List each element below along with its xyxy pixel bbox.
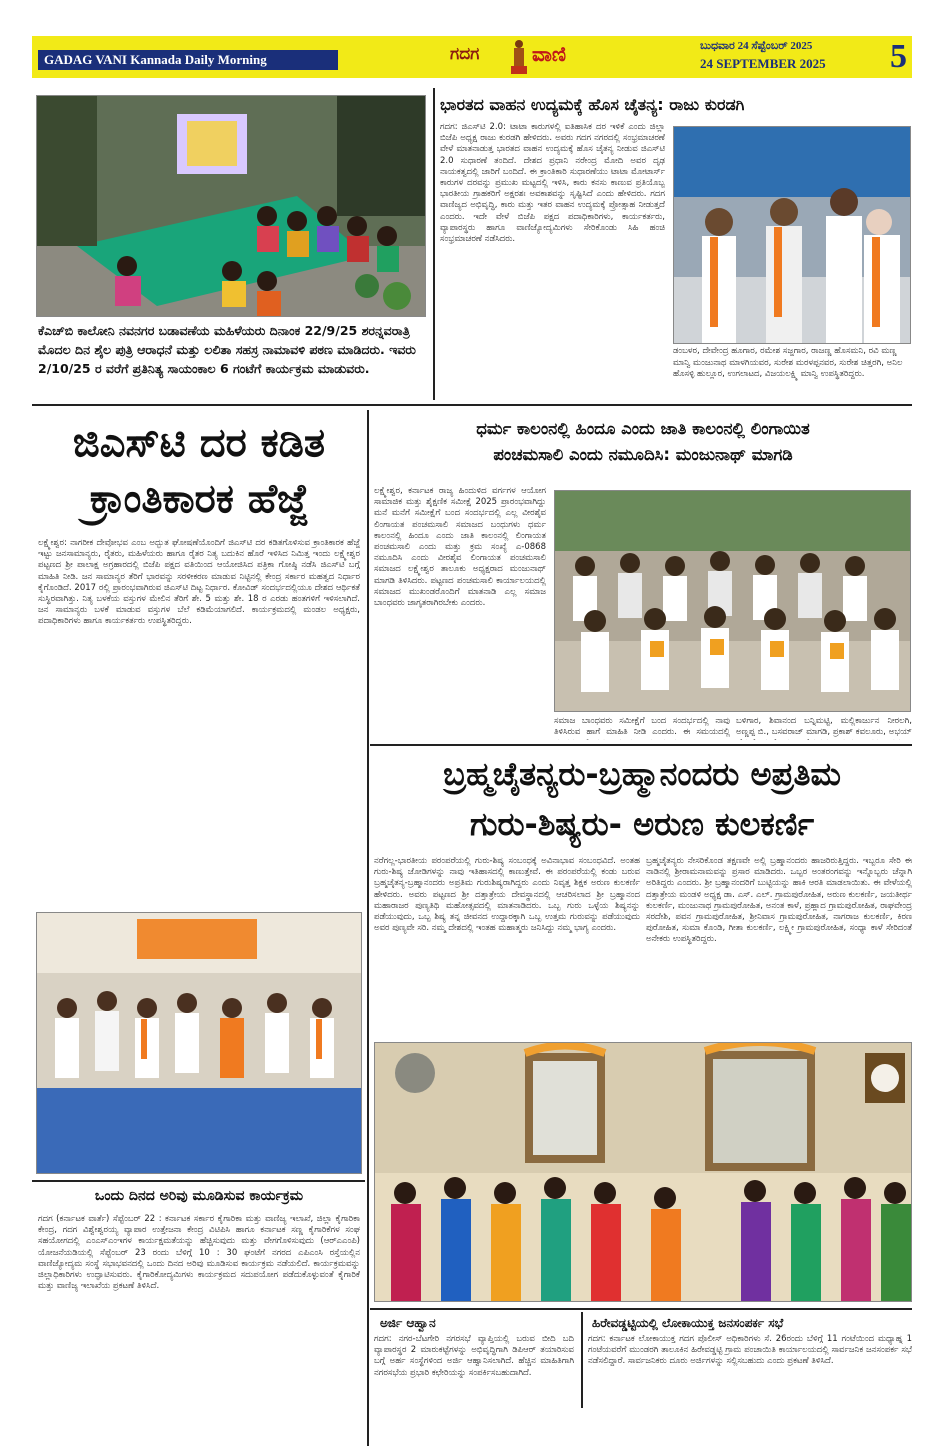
logo-right-text: ವಾಣಿ: [532, 42, 567, 66]
vehicle-story-headline: ಭಾರತದ ವಾಹನ ಉದ್ಯಮಕ್ಕೆ ಹೊಸ ಚೈತನ್ಯ: ರಾಜು ಕುರಡಗಿ: [440, 95, 745, 114]
guru-ceremony-photo: [374, 1042, 912, 1302]
caste-headline-line2: ಪಂಚಮಸಾಲಿ ಎಂದು ನಮೂದಿಸಿ: ಮಂಜುನಾಥ್ ಮಾಗಡಿ: [493, 445, 793, 464]
section-rule: [370, 1308, 912, 1310]
notice-headline: ಅರ್ಜಿ ಆಹ್ವಾನ: [380, 1316, 436, 1330]
column-rule: [367, 410, 369, 1446]
vehicle-celebration-photo: [673, 126, 911, 344]
gst-press-meet-photo: [36, 912, 362, 1174]
awareness-headline: ಒಂದು ದಿನದ ಅರಿವು ಮೂಡಿಸುವ ಕಾರ್ಯಕ್ರಮ: [94, 1188, 304, 1204]
logo-left-text: ಗದಗ: [450, 44, 480, 64]
section-rule: [370, 744, 912, 746]
masthead: [32, 36, 912, 78]
gst-story-body: ಲಕ್ಷ್ಮೇಶ್ವರ: ನಾಗರೀಕ ದೇವೋಭವ ಎಂಬ ಅದ್ಭುತ ಘೋಷಣೆಯೊಂದಿಗೆ ಜಿಎಸ್‌ಟಿ ದರ ಕಡಿತಗೊಳಿಸುವ ಕ್ರಾಂತಿಕಾರಕ ಹೆಜ್ಜೆ ಇಟ್ಟು ಜನಸಾಮಾನ್ಯರು, ರೈತರು, ಮಹಿಳೆಯರು ಹಾಗೂ ರೈತರ ನಿತ್ಯ ಬದುಕಿನ ಹೊರೆ ಇಳಿಸಿದ ನಿಮಿತ್ತ ಇಂದು ಲಕ್ಷ್ಮೇಶ್ವರ ಪಟ್ಟಣದ ಶ್ರೀ ಪಾಲಾಕ್ಷ ಅಗ್ರಹಾರದಲ್ಲಿ ಬಿಜೆಪಿ ಪಕ್ಷದ ವತಿಯಿಂದ ಆಯೋಜಿಸಿದ ಪತ್ರಿಕಾ ಗೋಷ್ಠಿ ನಡೆಸಿ ಜಿಎಸ್‌ಟಿ ಬಗ್ಗೆ ಮಾಹಿತಿ ನೀಡಿ. ಜನ ಸಾಮಾನ್ಯರ ತೆರಿಗೆ ಭಾರವನ್ನು ಸರಳೀಕರಣ ಮಾಡುವ ನಿಟ್ಟಿನಲ್ಲಿ ಕೇಂದ್ರ ಸರ್ಕಾರ ಮಹತ್ವದ ನಿರ್ಧಾರ ಕೈಗೊಂಡಿದೆ. 2017 ರಲ್ಲಿ ಪ್ರಾರಂಭವಾಗಿರುವ ಜಿಎಸ್‌ಟಿ ದಿಟ್ಟ ನಿರ್ಧಾರ. ಕೋವಿಡ್ ಸಂದರ್ಭದಲ್ಲಿಯೂ ದೇಶದ ಆರ್ಥಿಕತೆ ಸುಸ್ಥಿರವಾಗಿತ್ತು. ನಿತ್ಯ ಬಳಕೆಯ ವಸ್ತುಗಳ ಮೇಲಿನ ತೆರಿಗೆ ಶೇ. 5 ಮತ್ತು ಶೇ. 18 ರ ಎರಡು ಹಂತಗಳಿಗೆ ಇಳಿಸಲಾಗಿದೆ. ಜನ ಸಾಮಾನ್ಯರು ಬಳಕೆ ಮಾಡುವ ವಸ್ತುಗಳ ಬೆಲೆ ಕಡಿಮೆಯಾಗಲಿದೆ. ಕಾರ್ಯಕ್ರಮದಲ್ಲಿ ಮಂಡಲ ಅಧ್ಯಕ್ಷರು, ಪದಾಧಿಕಾರಿಗಳು ಹಾಗೂ ಕಾರ್ಯಕರ್ತರು ಉಪಸ್ಥಿತರಿದ್ದರು.: [38, 538, 360, 627]
vehicle-photo-caption: ಡಂಬಳರ, ದೇವೇಂದ್ರ ಹೂಗಾರ, ರಮೇಶ ಸಜ್ಜಗಾರ, ರಾಜಣ್ಣ ಹೊಸಮನಿ, ರವಿ ಮಣ್ಣ ಮಾನ್ವಿ ಮಂಜುನಾಥ ಮಾಳಗಿಯವರ, ಸುರೇಶ ಮರಳಪ್ಪನವರ, ಸುರೇಶ ಚಿತ್ತರಗಿ, ಅನಿಲ ಹೊಸಳ್ಳಿ ಹುಲ್ಲೂರ, ಉಗಲಾಟದ, ವಿಜಯಲಕ್ಷ್ಮಿ ಮಾನ್ವಿ ಉಪಸ್ಥಿತರಿದ್ದರು.: [673, 346, 903, 379]
caste-headline-line1: ಧರ್ಮ ಕಾಲಂನಲ್ಲಿ ಹಿಂದೂ ಎಂದು ಜಾತಿ ಕಾಲಂನಲ್ಲಿ ಲಿಂಗಾಯಿತ: [476, 419, 810, 438]
date-kannada: ಬುಧವಾರ 24 ಸೆಪ್ಟೆಂಬರ್ 2025: [700, 40, 813, 52]
caste-photo-caption-left: ಸಮಾಜ ಬಾಂಧವರು ಸಮೀಕ್ಷೆಗೆ ಬಂದ ಸಂದರ್ಭದಲ್ಲಿ ನಾವು ತಿಳಿಸಿರುವ ಹಾಗೆ ಮಾಹಿತಿ ನೀಡಿ ಎಂದರು. ಈ ಸಮಯದಲ್ಲಿ: [554, 716, 730, 738]
section-rule: [32, 404, 912, 406]
lokayukta-story-body: ಗದಗ: ಕರ್ನಾಟಕ ಲೋಕಾಯುಕ್ತ ಗದಗ ಪೊಲೀಸ್ ಅಧಿಕಾರಿಗಳು ಸೆ. 26ರಂದು ಬೆಳಿಗ್ಗೆ 11 ಗಂಟೆಯಿಂದ ಮಧ್ಯಾಹ್ನ 1 ಗಂಟೆಯವರೆಗೆ ಮುಂಡರಗಿ ತಾಲೂಕಿನ ಹಿರೇವಡ್ಡಟ್ಟಿ ಗ್ರಾಮ ಪಂಚಾಯಿತಿ ಕಾರ್ಯಾಲಯದಲ್ಲಿ ಸಾರ್ವಜನಿಕ ಜನಸಂಪರ್ಕ ಸಭೆ ನಡೆಸಲಿದ್ದಾರೆ. ಸಾರ್ವಜನಿಕರು ದೂರು ಅರ್ಜಿಗಳನ್ನು ಸಲ್ಲಿಸಬಹುದು ಎಂದು ಪ್ರಕಟಣೆ ತಿಳಿಸಿದೆ.: [588, 1334, 912, 1367]
page-number: 5: [890, 38, 907, 75]
women-prayer-caption: ಕೆಎಚ್‌ಬಿ ಕಾಲೋನಿ ನವನಗರ ಬಡಾವಣೆಯ ಮಹಿಳೆಯರು ದಿನಾಂಕ 22/9/25 ಶರನ್ನವರಾತ್ರಿ ಮೊದಲ ದಿನ ಶೈಲ ಪುತ್ರಿ ಆರಾಧನೆ ಮತ್ತು ಲಲಿತಾ ಸಹಸ್ರ ನಾಮಾವಳಿ ಪಠಣ ಮಾಡಿದರು. ಇವರು 2/10/25 ರ ವರೆಗೆ ಪ್ರತಿನಿತ್ಯ ಸಾಯಂಕಾಲ 6 ಗಂಟೆಗೆ ಕಾರ್ಯಕ್ರಮ ಮಾಡುವರು.: [38, 323, 416, 376]
women-prayer-photo: [36, 95, 426, 317]
caste-story-body: ಲಕ್ಷ್ಮೇಶ್ವರ, ಕರ್ನಾಟಕ ರಾಜ್ಯ ಹಿಂದುಳಿದ ವರ್ಗಗಳ ಆಯೋಗ ಸಾಮಾಜಿಕ ಮತ್ತು ಶೈಕ್ಷಣಿಕ ಸಮೀಕ್ಷೆ 2025 ಪ್ರಾರಂಭವಾಗಿದ್ದು ಮನೆ ಮನೆಗೆ ಸಮೀಕ್ಷೆಗೆ ಬಂದ ಸಂದರ್ಭದಲ್ಲಿ ಎಲ್ಲ ವೀರಶೈವ ಲಿಂಗಾಯತ ಪಂಚಮಸಾಲಿ ಸಮಾಜದ ಬಂಧುಗಳು ಧರ್ಮ ಕಾಲಂನಲ್ಲಿ ಹಿಂದೂ ಎಂದು ಜಾತಿ ಕಾಲಂನಲ್ಲಿ ಲಿಂಗಾಯತ ಪಂಚಮಸಾಲಿ ಎಂದು ಮತ್ತು ಕ್ರಮ ಸಂಖ್ಯೆ ಎ-0868 ನಮೂದಿಸಿ ಎಂದು ವೀರಶೈವ ಲಿಂಗಾಯತ ಪಂಚಮಸಾಲಿ ಸಮಾಜದ ಲಕ್ಷ್ಮೇಶ್ವರ ತಾಲೂಕು ಅಧ್ಯಕ್ಷರಾದ ಮಂಜುನಾಥ್ ಮಾಗಡಿ ತಿಳಿಸಿದರು. ಪಟ್ಟಣದ ಪಂಚಮಸಾಲಿ ಕಾರ್ಯಾಲಯದಲ್ಲಿ ಸಮಾಜದ ಮುಖಂಡರೊಂದಿಗೆ ಮಾತನಾಡಿ ಎಲ್ಲ ಸಮಾಜ ಬಾಂಧವರು ಜಾಗೃತರಾಗಿರಬೇಕು ಎಂದರು.: [374, 486, 546, 609]
lokayukta-headline: ಹಿರೇವಡ್ಡಟ್ಟಿಯಲ್ಲಿ ಲೋಕಾಯುಕ್ತ ಜನಸಂಪರ್ಕ ಸಭೆ: [592, 1316, 784, 1330]
guru-story-body-left: ನರೆಗಲ್ಲ-ಭಾರತೀಯ ಪರಂಪರೆಯಲ್ಲಿ ಗುರು-ಶಿಷ್ಯ ಸಂಬಂಧಕ್ಕೆ ಅವಿನಾಭಾವ ಸಂಬಂಧವಿದೆ. ಅಂತಹ ಗುರು-ಶಿಷ್ಯ ಜೋಡಿಗಳನ್ನು ನಾವು ಇತಿಹಾಸದಲ್ಲಿ ಕಾಣುತ್ತೇವೆ. ಈ ಪರಂಪರೆಯಲ್ಲಿ ಕಂಡು ಬರುವ ಬ್ರಹ್ಮಚೈತನ್ಯ-ಬ್ರಹ್ಮಾನಂದರು ಅಪ್ರತಿಮ ಗುರುಶಿಷ್ಯರಾಗಿದ್ದರು ಎಂದು ನಿವೃತ್ತ ಶಿಕ್ಷಕ ಅರುಣ ಕುಲಕರ್ಣಿ ಹೇಳಿದರು. ಅವರು ಪಟ್ಟಣದ ಶ್ರೀ ದತ್ತಾತ್ರೇಯ ದೇವಸ್ಥಾನದಲ್ಲಿ ಆಚರಿಸಲಾದ ಶ್ರೀ ಬ್ರಹ್ಮಾನಂದ ಮಹಾರಾಜರ ಪುಣ್ಯತಿಥಿ ಮಹೋತ್ಸವದಲ್ಲಿ ಮಾತನಾಡಿದರು. ಒಬ್ಬ ಗುರು ಒಳ್ಳೆಯ ಶಿಷ್ಯನನ್ನು ಪಡೆಯುವುದು, ಒಬ್ಬ ಶಿಷ್ಯ ತನ್ನ ಜೀವನದ ಉದ್ದಾರಕ್ಕಾಗಿ ಒಬ್ಬ ಉತ್ತಮ ಗುರುವನ್ನು ಪಡೆಯುವುದು ಅವರ ಪುಣ್ಯವೇ ಸರಿ. ನಮ್ಮ ದೇಶದಲ್ಲಿ ಇಂತಹ ಮಹಾತ್ಮರು ಜನಿಸಿದ್ದು ನಮ್ಮ ಭಾಗ್ಯ ಎಂದರು.: [374, 856, 640, 934]
column-rule: [581, 1312, 583, 1408]
caste-meeting-photo: [554, 490, 911, 712]
guru-story-body-right: ಬ್ರಹ್ಮಚೈತನ್ಯರು ನೇಸರಿಕೊಂಡ ತಕ್ಷಣವೇ ಅಲ್ಲಿ ಬ್ರಹ್ಮಾನಂದರು ಹಾಜರಿರುತ್ತಿದ್ದರು. ಇಬ್ಬರೂ ಸೇರಿ ಈ ನಾಡಿನಲ್ಲಿ ಶ್ರೀರಾಮನಾಮವನ್ನು ಪ್ರಸಾರ ಮಾಡಿದರು. ಒಬ್ಬರ ಅಂತರಂಗವನ್ನು ಇನ್ನೊಬ್ಬರು ಚೆನ್ನಾಗಿ ಅರಿತಿದ್ದರು ಎಂದರು. ಶ್ರೀ ಬ್ರಹ್ಮಾನಂದರಿಗೆ ಬುಟ್ಟಿಯನ್ನು ಹಾಕಿ ಆರತಿ ಮಾಡಲಾಯಿತು. ಈ ವೇಳೆಯಲ್ಲಿ ದತ್ತಾತ್ರೇಯ ಮಂಡಳಿ ಅಧ್ಯಕ್ಷ ಡಾ. ಎಸ್. ಎಲ್. ಗ್ರಾಮಪುರೋಹಿತ, ಅರುಣ ಕುಲಕರ್ಣಿ, ಜಯತೀರ್ಥ ಕುಲಕರ್ಣಿ, ಮಂಜುನಾಥ ಗ್ರಾಮಪುರೋಹಿತ, ಅನಂತ ಕಾಳೆ, ಪ್ರಹ್ಲಾದ ಗ್ರಾಮಪುರೋಹಿತ, ರಾಘವೇಂದ್ರ ಸರದೇಶಿ, ಪವನ ಗ್ರಾಮಪುರೋಹಿತ, ಶ್ರೀನಿವಾಸ ಗ್ರಾಮಪುರೋಹಿತ, ನಾಗರಾಜ ಕುಲಕರ್ಣಿ, ಕಿರಣ ಪುರೋಹಿತ, ಸುಮಾ ಕೊಂಡಿ, ಗೀತಾ ಕುಲಕರ್ಣಿ, ಲಕ್ಷ್ಮೀ ಗ್ರಾಮಪುರೋಹಿತ, ಸಂಧ್ಯಾ ಕಾಳೆ ಸೇರಿದಂತೆ ಅನೇಕರು ಉಪಸ್ಥಿತರಿದ್ದರು.: [646, 856, 912, 945]
paper-name: GADAG VANI Kannada Daily Morning: [38, 50, 338, 70]
gst-headline-line1: ಜಿಎಸ್‌ಟಿ ದರ ಕಡಿತ: [72, 420, 326, 466]
section-rule: [32, 1180, 365, 1182]
caste-photo-caption-right: ಬಳಿಗಾರ, ಶಿವಾನಂದ ಬನ್ನಿಮಟ್ಟಿ, ಮಲ್ಲಿಕಾರ್ಜುನ ನೀರಲಗಿ, ಅಣ್ಣಪ್ಪ ಬಿ., ಬಸವರಾಜ್ ಮಾಗಡಿ, ಪ್ರಕಾಶ್ ಕವಲೂರು, ಅಭಯ್: [736, 716, 912, 738]
guru-headline-line2: ಗುರು-ಶಿಷ್ಯರು- ಅರುಣ ಕುಲಕರ್ಣಿ: [469, 805, 815, 843]
date-english: 24 SEPTEMBER 2025: [700, 56, 826, 71]
newspaper-logo: [450, 38, 608, 76]
awareness-story-body: ಗದಗ (ಕರ್ನಾಟಕ ವಾರ್ತೆ) ಸೆಪ್ಟೆಂಬರ್ 22 : ಕರ್ನಾಟಕ ಸರ್ಕಾರ ಕೈಗಾರಿಕಾ ಮತ್ತು ವಾಣಿಜ್ಯ ಇಲಾಖೆ, ಜಿಲ್ಲಾ ಕೈಗಾರಿಕಾ ಕೇಂದ್ರ, ಗದಗ ವಿಶ್ವೇಶ್ವರಯ್ಯ ವ್ಯಾಪಾರ ಉತ್ತೇಜನಾ ಕೇಂದ್ರ ವಿಟಿಪಿಸಿ ಹಾಗೂ ಕರ್ನಾಟಕ ಸಣ್ಣ ಕೈಗಾರಿಕೆಗಳ ಸಂಘ ಸಹಯೋಗದಲ್ಲಿ ಎಂಎಸ್‌ಎಂಇಗಳ ಕಾರ್ಯಕ್ಷಮತೆಯನ್ನು ಹೆಚ್ಚಿಸುವುದು ಮತ್ತು ವೇಗಗೊಳಿಸುವುದು (ಆರ್‌ಎಎಂಪಿ) ಯೋಜನೆಯಡಿಯಲ್ಲಿ ಸೆಪ್ಟೆಂಬರ್ 23 ರಂದು ಬೆಳಿಗ್ಗೆ 10 : 30 ಘಂಟೆಗೆ ನಗರದ ಎಪಿಎಂಸಿ ರಸ್ತೆಯಲ್ಲಿನ ವಾಣಿಜ್ಯೋದ್ಯಮ ಸಂಸ್ಥೆ ಸಭಾಭವನದಲ್ಲಿ ಒಂದು ದಿನದ ಅರಿವು ಮೂಡಿಸುವ ಕಾರ್ಯಕ್ರಮ ನಡೆಯಲಿದೆ. ಕಾರ್ಯಕ್ರಮವನ್ನು ಜಿಲ್ಲಾಧಿಕಾರಿಗಳು ಉದ್ಘಾಟಿಸುವರು. ಕೈಗಾರಿಕೋದ್ಯಮಿಗಳು ಕಾರ್ಯಕ್ರಮದ ಸದುಪಯೋಗ ಪಡೆದುಕೊಳ್ಳುವಂತೆ ಕೈಗಾರಿಕೆ ಮತ್ತು ವಾಣಿಜ್ಯ ಇಲಾಖೆಯ ಪ್ರಕಟಣೆ ತಿಳಿಸಿದೆ.: [38, 1214, 360, 1292]
gst-headline-line2: ಕ್ರಾಂತಿಕಾರಕ ಹೆಜ್ಜೆ: [89, 476, 309, 522]
notice-story-body: ಗದಗ: ನಗರ-ಬೆಟಗೇರಿ ನಗರಸಭೆ ವ್ಯಾಪ್ತಿಯಲ್ಲಿ ಬರುವ ಬೀದಿ ಬದಿ ವ್ಯಾಪಾರಸ್ಥರ 2 ಮಾರುಕಟ್ಟೆಗಳನ್ನು ಅಭಿವೃದ್ಧಿಗಾಗಿ ಡಿಪಿಆರ್ ತಯಾರಿಸುವ ಬಗ್ಗೆ ಅರ್ಹ ಸಂಸ್ಥೆಗಳಿಂದ ಅರ್ಜಿ ಆಹ್ವಾನಿಸಲಾಗಿದೆ. ಹೆಚ್ಚಿನ ಮಾಹಿತಿಗಾಗಿ ನಗರಸಭೆಯ ಪ್ರಭಾರಿ ಕಛೇರಿಯನ್ನು ಸಂಪರ್ಕಿಸಬಹುದಾಗಿದೆ.: [374, 1334, 574, 1378]
statue-icon: [508, 38, 530, 76]
guru-headline-line1: ಬ್ರಹ್ಮಚೈತನ್ಯರು-ಬ್ರಹ್ಮಾನಂದರು ಅಪ್ರತಿಮ: [443, 755, 841, 793]
column-rule: [433, 88, 435, 400]
vehicle-story-body: ಗದಗ: ಜಿಎಸ್‌ಟಿ 2.0: ಟಾಟಾ ಕಾರುಗಳಲ್ಲಿ ಐತಿಹಾಸಿಕ ದರ ಇಳಿಕೆ ಎಂದು ಜಿಲ್ಲಾ ಬಿಜೆಪಿ ಅಧ್ಯಕ್ಷ ರಾಜು ಕುರಡಗಿ ಹೇಳಿದರು. ಅವರು ಗದಗ ನಗರದಲ್ಲಿ ಸಂಭ್ರಮಾಚರಣೆ ವೇಳೆ ಮಾತನಾಡುತ್ತ ಭಾರತದ ವಾಹನ ಉದ್ಯಮಕ್ಕೆ ಹೊಸ ಚೈತನ್ಯ ನೀಡುವ ಜಿಎಸ್‌ಟಿ 2.0 ಸುಧಾರಣೆ ತಂದಿದೆ. ದೇಶದ ಪ್ರಧಾನಿ ನರೇಂದ್ರ ಮೋದಿ ಅವರ ದೃಢ ನಾಯಕತ್ವದಲ್ಲಿ ಜಾರಿಗೆ ಬಂದಿದೆ. ಈ ಕ್ರಾಂತಿಕಾರಿ ಸುಧಾರಣೆಯು ಟಾಟಾ ಮೋಟಾರ್ಸ್ ಕಾರುಗಳ ದರವನ್ನು ಪ್ರಮುಖ ಮಟ್ಟದಲ್ಲಿ ಇಳಿಸಿ, ಕಾರು ಕನಸು ಕಾಣುವ ಪ್ರತಿಯೊಬ್ಬ ಭಾರತೀಯ ಗ್ರಾಹಕರಿಗೆ ಅಕ್ಷರಶಃ ಅವಕಾಶವನ್ನು ಸೃಷ್ಟಿಸಿದೆ ಎಂದು ಹೇಳಿದರು. ಗದಗ ವಾಣಿಜ್ಯದ ಅಭಿವೃದ್ಧಿ, ಕಾರು ಮತ್ತು ಇತರ ವಾಹನ ಉದ್ಯಮಕ್ಕೆ ಪ್ರೋತ್ಸಾಹ ನೀಡುತ್ತದೆ ಎಂದರು. ಇದೇ ವೇಳೆ ಬಿಜೆಪಿ ಪಕ್ಷದ ಪದಾಧಿಕಾರಿಗಳು, ಕಾರ್ಯಕರ್ತರು, ವ್ಯಾಪಾರಸ್ಥರು ಹಾಗೂ ವಾಣಿಜ್ಯೋದ್ಯಮಿಗಳು ಸೇರಿಕೊಂಡು ಸಿಹಿ ಹಂಚಿ ಸಂಭ್ರಮಾಚರಣೆ ನಡೆಸಿದರು.: [440, 122, 665, 245]
